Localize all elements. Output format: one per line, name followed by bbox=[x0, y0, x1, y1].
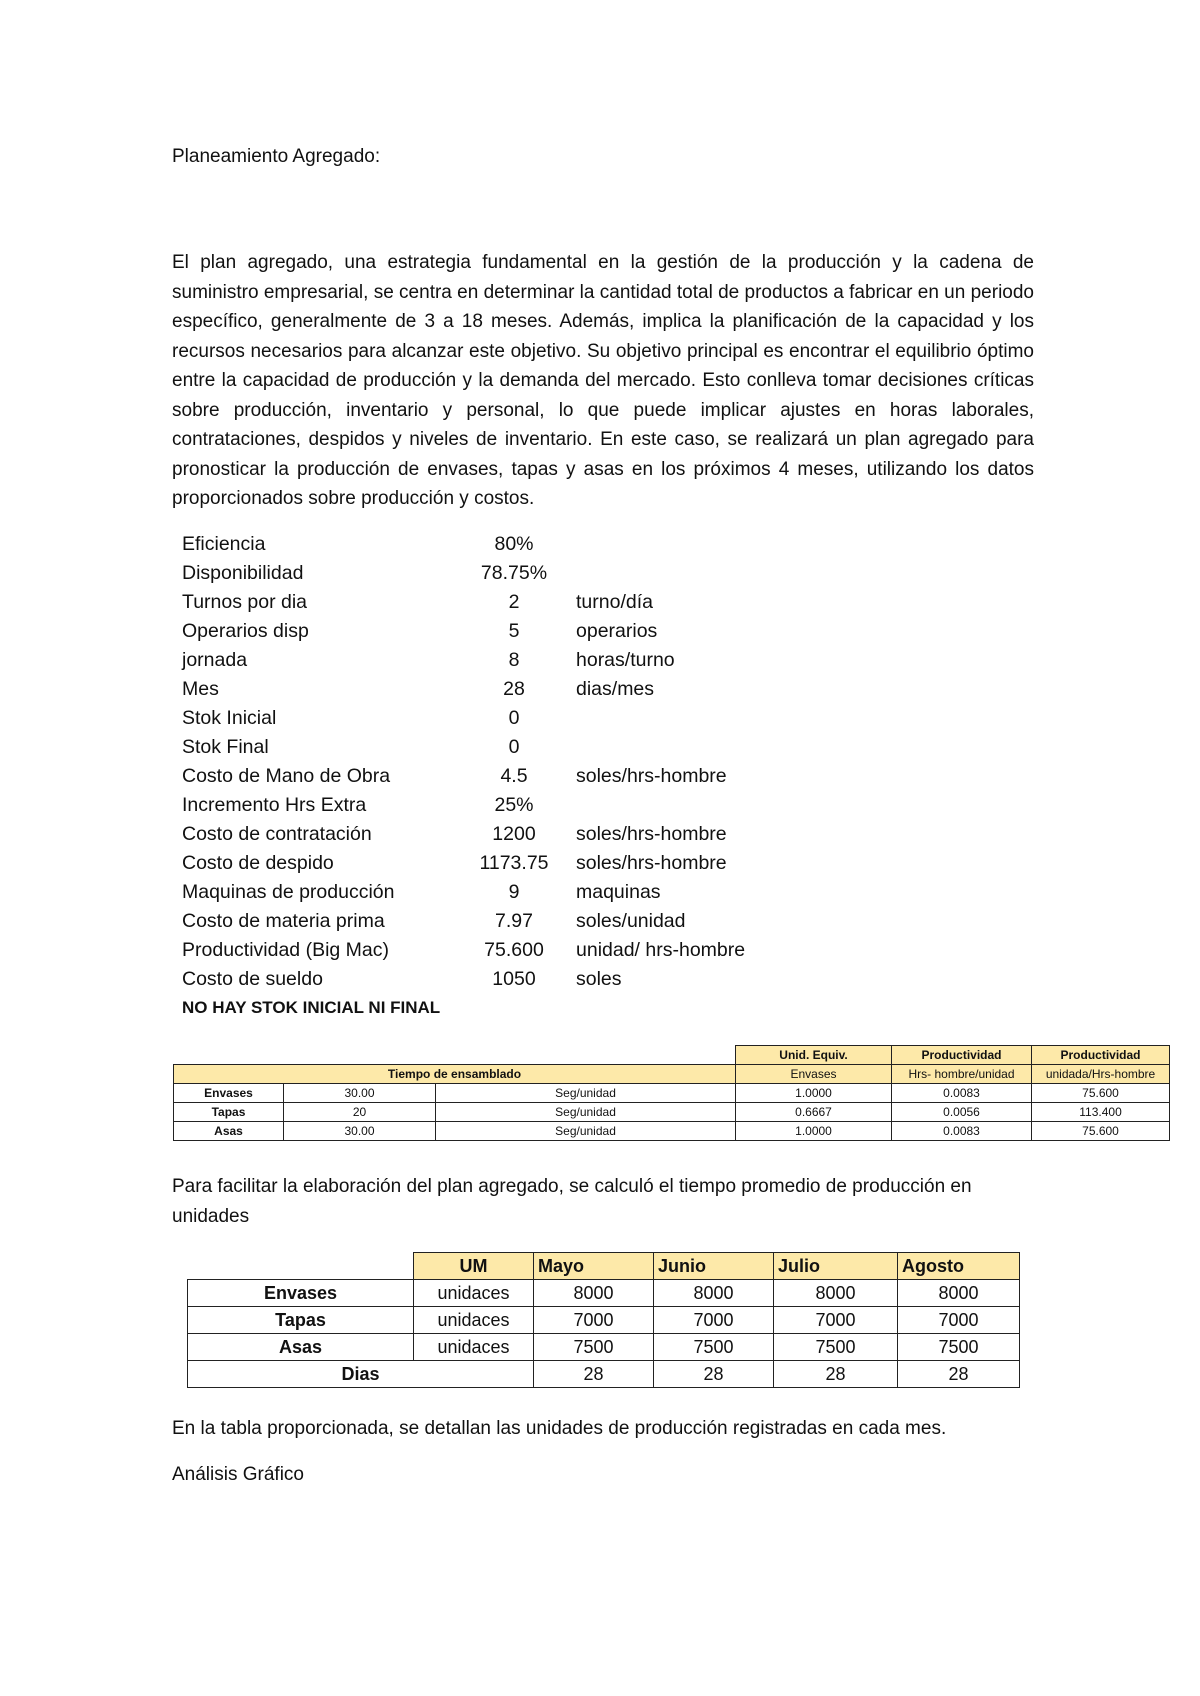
param-value: 9 bbox=[508, 881, 520, 903]
param-value: 1173.75 bbox=[479, 852, 549, 874]
production-value: 7000 bbox=[534, 1307, 654, 1334]
param-label: Stok Final bbox=[182, 736, 269, 758]
param-unit: soles/hrs-hombre bbox=[576, 765, 727, 787]
param-value: 5 bbox=[508, 620, 520, 642]
production-header: Julio bbox=[774, 1253, 898, 1280]
param-value: 0 bbox=[508, 707, 520, 729]
param-label: Costo de contratación bbox=[182, 823, 372, 845]
param-unit: soles/hrs-hombre bbox=[576, 852, 727, 874]
param-row bbox=[182, 588, 822, 617]
assembly-header-equiv: Unid. Equiv. bbox=[736, 1046, 892, 1065]
param-value: 4.5 bbox=[500, 765, 528, 787]
table-row bbox=[188, 1280, 1020, 1307]
production-header: Agosto bbox=[898, 1253, 1020, 1280]
assembly-item: Envases bbox=[174, 1084, 284, 1103]
param-row bbox=[182, 675, 822, 704]
param-value: 1050 bbox=[492, 968, 536, 990]
production-days-value: 28 bbox=[654, 1361, 774, 1388]
production-item: Tapas bbox=[188, 1307, 414, 1334]
assembly-item: Asas bbox=[174, 1122, 284, 1141]
param-value: 1200 bbox=[492, 823, 536, 845]
assembly-time-header: Tiempo de ensamblado bbox=[174, 1065, 736, 1084]
production-header: Mayo bbox=[534, 1253, 654, 1280]
assembly-subheader: Hrs- hombre/unidad bbox=[892, 1065, 1032, 1084]
param-value: 0 bbox=[508, 736, 520, 758]
param-label: Costo de sueldo bbox=[182, 968, 323, 990]
table-row bbox=[174, 1122, 1170, 1141]
assembly-hh: 0.0056 bbox=[892, 1103, 1032, 1122]
assembly-prod: 113.400 bbox=[1032, 1103, 1170, 1122]
param-label: Costo de materia prima bbox=[182, 910, 385, 932]
table-row bbox=[188, 1334, 1020, 1361]
assembly-unit: Seg/unidad bbox=[436, 1122, 736, 1141]
param-unit: soles bbox=[576, 968, 622, 990]
production-days-value: 28 bbox=[898, 1361, 1020, 1388]
param-unit bbox=[564, 559, 822, 588]
param-row bbox=[182, 617, 822, 646]
assembly-subheader: unidada/Hrs-hombre bbox=[1032, 1065, 1170, 1084]
param-unit: maquinas bbox=[576, 881, 661, 903]
param-row bbox=[182, 733, 822, 762]
param-row bbox=[182, 762, 822, 791]
param-row bbox=[182, 936, 822, 965]
assembly-sub-header-row bbox=[174, 1065, 1170, 1084]
assembly-item: Tapas bbox=[174, 1103, 284, 1122]
production-um: unidaces bbox=[414, 1334, 534, 1361]
section-heading-analysis: Análisis Gráfico bbox=[172, 1464, 304, 1485]
param-unit bbox=[564, 733, 822, 762]
assembly-top-header-row bbox=[174, 1046, 1170, 1065]
production-value: 8000 bbox=[898, 1280, 1020, 1307]
assembly-hh: 0.0083 bbox=[892, 1122, 1032, 1141]
assembly-time: 30.00 bbox=[284, 1084, 436, 1103]
param-label: jornada bbox=[182, 649, 248, 671]
param-unit bbox=[564, 704, 822, 733]
param-value: 75.600 bbox=[484, 939, 544, 961]
param-value: 78.75% bbox=[480, 562, 548, 584]
table-row bbox=[174, 1103, 1170, 1122]
production-value: 7000 bbox=[654, 1307, 774, 1334]
production-um: unidaces bbox=[414, 1307, 534, 1334]
assembly-table bbox=[173, 1045, 1170, 1141]
assembly-equiv: 1.0000 bbox=[736, 1084, 892, 1103]
param-row bbox=[182, 965, 822, 994]
param-value: 80% bbox=[494, 533, 534, 555]
production-header: Junio bbox=[654, 1253, 774, 1280]
param-unit: operarios bbox=[576, 620, 658, 642]
table-row bbox=[174, 1084, 1170, 1103]
production-value: 7000 bbox=[774, 1307, 898, 1334]
param-row bbox=[182, 559, 822, 588]
assembly-header-productivity: Productividad bbox=[892, 1046, 1032, 1065]
parameters-table bbox=[182, 530, 822, 994]
assembly-time: 20 bbox=[284, 1103, 436, 1122]
production-value: 7500 bbox=[534, 1334, 654, 1361]
param-unit: horas/turno bbox=[576, 649, 675, 671]
production-value: 7500 bbox=[654, 1334, 774, 1361]
production-header: UM bbox=[414, 1253, 534, 1280]
param-label: Maquinas de producción bbox=[182, 881, 395, 903]
production-days-label: Dias bbox=[188, 1361, 534, 1388]
param-label: Incremento Hrs Extra bbox=[182, 794, 367, 816]
param-label: Productividad (Big Mac) bbox=[182, 939, 389, 961]
param-row bbox=[182, 849, 822, 878]
param-row bbox=[182, 704, 822, 733]
production-value: 7500 bbox=[774, 1334, 898, 1361]
production-value: 8000 bbox=[774, 1280, 898, 1307]
param-unit bbox=[564, 791, 822, 820]
document-title: Planeamiento Agregado: bbox=[172, 146, 381, 167]
param-row bbox=[182, 878, 822, 907]
param-unit bbox=[564, 530, 822, 559]
assembly-unit: Seg/unidad bbox=[436, 1084, 736, 1103]
param-label: Costo de Mano de Obra bbox=[182, 765, 391, 787]
param-label: Costo de despido bbox=[182, 852, 334, 874]
production-item: Envases bbox=[188, 1280, 414, 1307]
param-label: Operarios disp bbox=[182, 620, 309, 642]
param-value: 25% bbox=[494, 794, 534, 816]
param-value: 28 bbox=[503, 678, 525, 700]
param-label: Turnos por dia bbox=[182, 591, 308, 613]
production-value: 8000 bbox=[654, 1280, 774, 1307]
param-unit: unidad/ hrs-hombre bbox=[576, 939, 746, 961]
production-days-value: 28 bbox=[534, 1361, 654, 1388]
assembly-time: 30.00 bbox=[284, 1122, 436, 1141]
param-unit: dias/mes bbox=[576, 678, 655, 700]
production-header-row bbox=[188, 1253, 1020, 1280]
assembly-header-productivity: Productividad bbox=[1032, 1046, 1170, 1065]
assembly-subheader: Envases bbox=[736, 1065, 892, 1084]
assembly-prod: 75.600 bbox=[1032, 1084, 1170, 1103]
production-item: Asas bbox=[188, 1334, 414, 1361]
production-intro-paragraph: Para facilitar la elaboración del plan agregado, se calculó el tiempo promedio de producción en unidades bbox=[172, 1176, 972, 1227]
no-stock-note: NO HAY STOK INICIAL NI FINAL bbox=[182, 998, 441, 1017]
param-row bbox=[182, 646, 822, 675]
production-value: 8000 bbox=[534, 1280, 654, 1307]
param-row bbox=[182, 530, 822, 559]
assembly-hh: 0.0083 bbox=[892, 1084, 1032, 1103]
param-value: 8 bbox=[508, 649, 520, 671]
production-value: 7000 bbox=[898, 1307, 1020, 1334]
param-row bbox=[182, 907, 822, 936]
production-days-row bbox=[188, 1361, 1020, 1388]
param-value: 7.97 bbox=[495, 910, 533, 932]
param-unit: soles/unidad bbox=[576, 910, 686, 932]
param-label: Mes bbox=[182, 678, 219, 700]
production-table bbox=[187, 1252, 1020, 1388]
assembly-unit: Seg/unidad bbox=[436, 1103, 736, 1122]
param-unit: turno/día bbox=[576, 591, 653, 613]
assembly-prod: 75.600 bbox=[1032, 1122, 1170, 1141]
intro-paragraph: El plan agregado, una estrategia fundamental en la gestión de la producción y la cadena de suministro empresarial, se centra en determinar la cantidad total de productos a fabricar en un periodo específico, generalmente de 3 a 18 meses. Además, implica la planificación de la capacidad y los recursos necesarios para alcanzar este objetivo. Su objetivo principal es encontrar el equilibrio óptimo entre la capacidad de producción y la demanda del mercado. Esto conlleva tomar decisiones críticas sobre producción, inventario y personal, lo que puede implicar ajustes en horas laborales, contrataciones, despidos y niveles de inventario. En este caso, se realizará un plan agregado para pronosticar la producción de envases, tapas y asas en los próximos 4 meses, utilizando los datos proporcionados sobre producción y costos. bbox=[172, 252, 1034, 509]
assembly-equiv: 1.0000 bbox=[736, 1122, 892, 1141]
production-value: 7500 bbox=[898, 1334, 1020, 1361]
param-value: 2 bbox=[508, 591, 520, 613]
param-label: Disponibilidad bbox=[182, 562, 304, 584]
param-unit: soles/hrs-hombre bbox=[576, 823, 727, 845]
param-label: Eficiencia bbox=[182, 533, 266, 555]
production-days-value: 28 bbox=[774, 1361, 898, 1388]
param-label: Stok Inicial bbox=[182, 707, 277, 729]
param-row bbox=[182, 820, 822, 849]
assembly-equiv: 0.6667 bbox=[736, 1103, 892, 1122]
param-row bbox=[182, 791, 822, 820]
production-summary-paragraph: En la tabla proporcionada, se detallan las unidades de producción registradas en cada mes. bbox=[172, 1418, 947, 1439]
table-row bbox=[188, 1307, 1020, 1334]
production-um: unidaces bbox=[414, 1280, 534, 1307]
